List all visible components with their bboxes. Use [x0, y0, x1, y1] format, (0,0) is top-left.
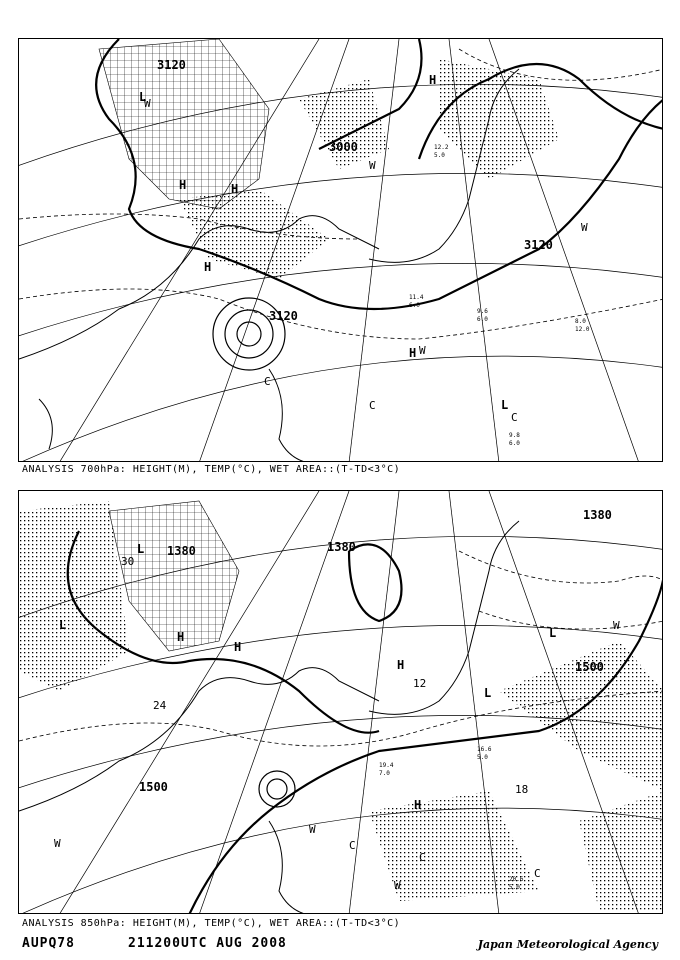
station-value: 12.0 [575, 326, 590, 333]
contour-label: 3000 [329, 140, 358, 154]
low-center-ring [267, 779, 287, 799]
isotherm [19, 289, 663, 339]
panel-caption-700hpa: ANALYSIS 700hPa: HEIGHT(M), TEMP(°C), WET AREA::(T-TD<3°C) [22, 464, 401, 475]
latitude-arc [19, 808, 663, 914]
hatched-area [109, 501, 239, 651]
panel-caption-850hpa: ANALYSIS 850hPa: HEIGHT(M), TEMP(°C), WET AREA::(T-TD<3°C) [22, 918, 401, 929]
temperature-label: 30 [121, 555, 135, 568]
contour-label: 1500 [139, 780, 168, 794]
high-pressure-center: H [429, 73, 437, 87]
station-value: 5.0 [477, 754, 488, 761]
height-contour [349, 544, 402, 621]
station-value: 12.2 [434, 144, 449, 151]
wet-area [299, 79, 389, 169]
station-value: 16.6 [477, 746, 492, 753]
cold-marker: C [264, 375, 271, 388]
station-value: 20.6 [509, 876, 524, 883]
low-center-ring [259, 771, 295, 807]
low-center-ring [225, 310, 273, 358]
contour-label: 1500 [575, 660, 604, 674]
station-value: 9.8 [509, 432, 520, 439]
latitude-arc [19, 263, 663, 339]
high-pressure-center: H [204, 260, 212, 274]
station-value: 8.0 [575, 318, 586, 325]
contour-label: 3120 [269, 309, 298, 323]
station-value: 5.0 [509, 884, 520, 891]
contour-label: 1380 [583, 508, 612, 522]
wet-area [179, 189, 329, 279]
warm-marker: W [613, 619, 620, 632]
station-value: 6.0 [509, 440, 520, 447]
station-value: 6.0 [409, 302, 420, 309]
agency-name: Japan Meteorological Agency [477, 938, 658, 951]
cold-marker: C [349, 839, 356, 852]
warm-marker: W [54, 837, 61, 850]
valid-time: 211200UTC AUG 2008 [128, 936, 287, 951]
low-pressure-center: L [137, 542, 145, 556]
wet-area [19, 501, 129, 691]
station-value: 7.0 [379, 770, 390, 777]
high-pressure-center: H [414, 798, 422, 812]
contour-label: 1380 [167, 544, 196, 558]
contour-label: 1380 [327, 540, 356, 554]
high-pressure-center: H [409, 346, 417, 360]
cold-marker: C [419, 851, 426, 864]
low-pressure-center: L [501, 398, 509, 412]
warm-marker: W [394, 879, 401, 892]
warm-marker: W [144, 97, 151, 110]
high-pressure-center: H [231, 182, 239, 196]
station-value: 5.0 [434, 152, 445, 159]
station-value: 11.4 [409, 294, 424, 301]
coastline [269, 369, 309, 462]
high-pressure-center: H [397, 658, 405, 672]
low-pressure-center: L [549, 626, 557, 640]
coastline [19, 668, 379, 811]
cold-marker: C [369, 399, 376, 412]
map-panel-700hpa [18, 38, 663, 462]
coastline [39, 399, 52, 449]
warm-marker: W [419, 344, 426, 357]
temperature-label: 18 [515, 783, 529, 796]
high-pressure-center: H [179, 178, 187, 192]
station-value: 19.4 [379, 762, 394, 769]
wet-area [439, 59, 559, 179]
map-850hpa-canvas [19, 491, 663, 914]
warm-marker: W [581, 221, 588, 234]
map-panel-850hpa [18, 490, 663, 914]
high-pressure-center: H [234, 640, 242, 654]
low-pressure-center: L [139, 90, 147, 104]
chart-id: AUPQ78 [22, 936, 75, 951]
latitude-arc [19, 356, 663, 462]
high-pressure-center: H [177, 630, 185, 644]
wet-area [579, 791, 663, 911]
station-value: 9.6 [477, 308, 488, 315]
coastline [269, 821, 309, 914]
latitude-arc [19, 173, 663, 249]
meridian [489, 39, 639, 462]
warm-marker: W [309, 823, 316, 836]
contour-label: 3120 [157, 58, 186, 72]
station-value: 6.0 [477, 316, 488, 323]
temperature-label: 24 [153, 699, 167, 712]
warm-marker: W [369, 159, 376, 172]
low-pressure-center: L [484, 686, 492, 700]
coastline [369, 521, 519, 714]
cold-marker: C [534, 867, 541, 880]
temperature-label: 12 [413, 677, 427, 690]
low-pressure-center: L [59, 618, 67, 632]
contour-label: 3120 [524, 238, 553, 252]
cold-marker: C [511, 411, 518, 424]
low-center-ring [237, 322, 261, 346]
map-700hpa-canvas [19, 39, 663, 462]
